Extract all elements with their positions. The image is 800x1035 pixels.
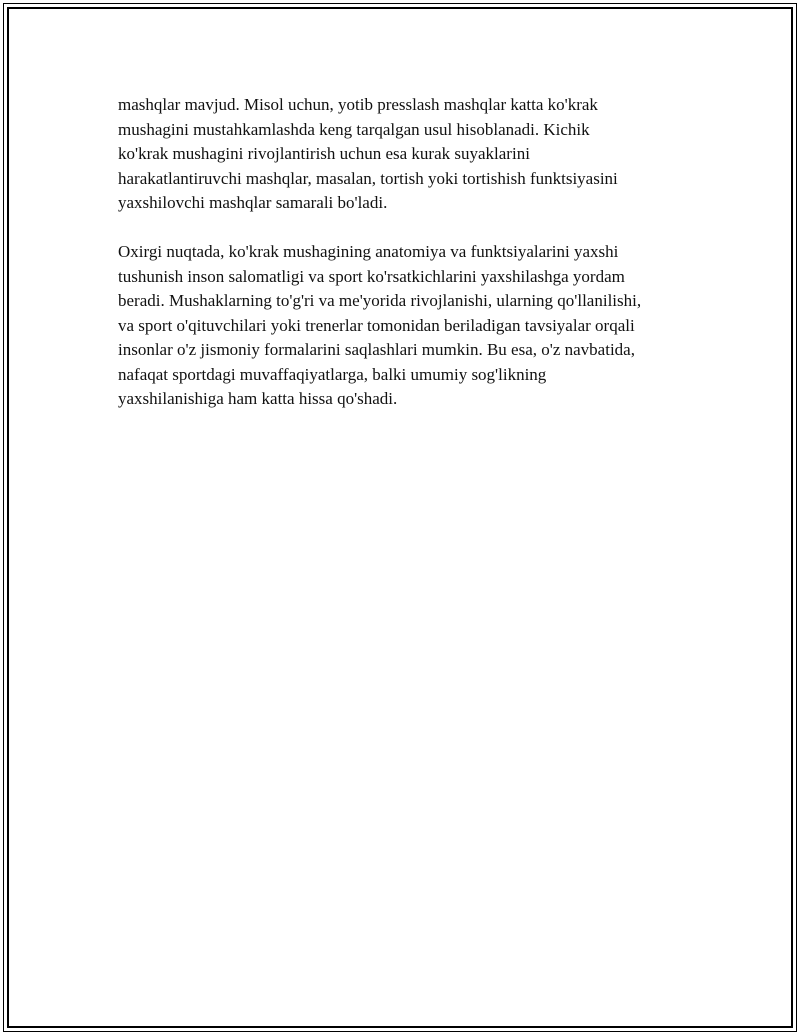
paragraph-exercises: mashqlar mavjud. Misol uchun, yotib presslash mashqlar katta ko'krak mushagini mustahkamlashda keng tarqalgan usul hisoblanadi. Kichik ko'krak mushagini rivojlantirish uchun esa kurak suyaklarini harakatlantiruvchi mashqlar, masalan, tortish yoki tortishish funktsiyasini yaxshilovchi mashqlar samarali bo'ladi. [118, 95, 618, 212]
paragraph-conclusion: Oxirgi nuqtada, ko'krak mushagining anatomiya va funktsiyalarini yaxshi tushunish inson salomatligi va sport ko'rsatkichlarini yaxshilashga yordam beradi. Mushaklarning to'g'ri va me'yorida rivojlanishi, ularning qo'llanilishi, va sport o'qituvchilari yoki trenerlar tomonidan beriladigan tavsiyalar orqali insonlar o'z jismoniy formalarini saqlashlari mumkin. Bu esa, o'z navbatida, nafaqat sportdagi muvaffaqiyatlarga, balki umumiy sog'likning yaxshilanishiga ham katta hissa qo'shadi. [118, 242, 642, 408]
document-body [118, 93, 708, 436]
